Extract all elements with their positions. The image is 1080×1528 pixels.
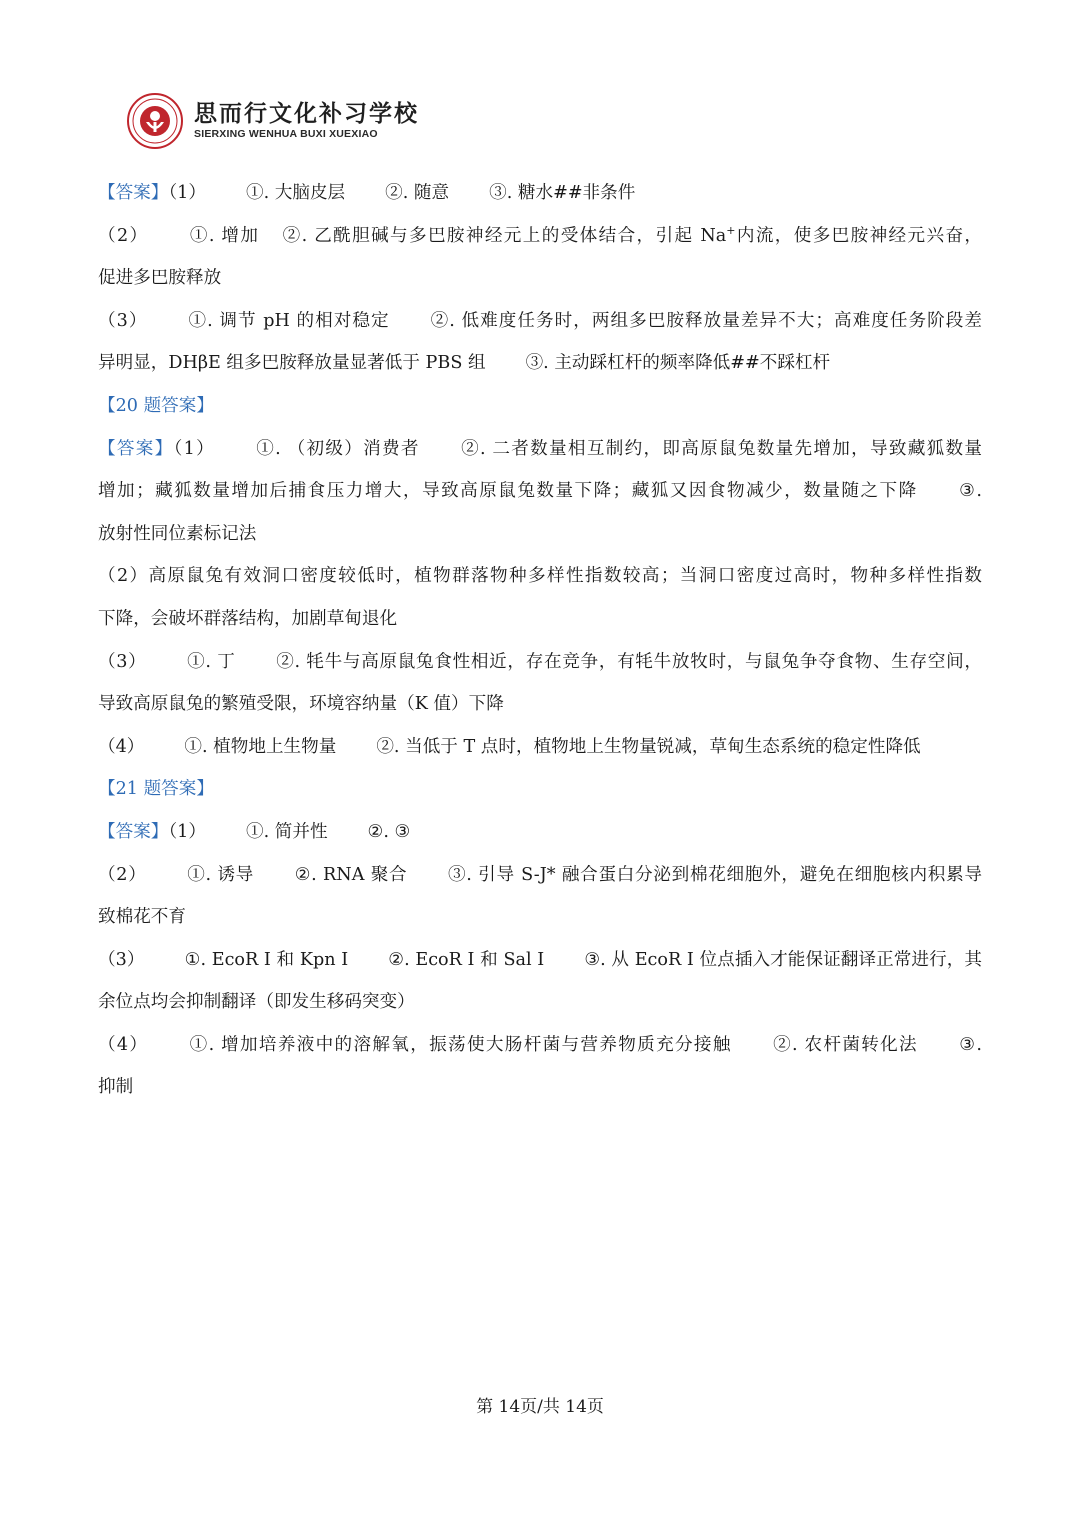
text-segment: 下降，会破坏群落结构，加剧草甸退化 — [98, 608, 398, 629]
text-segment: ①. EcoR I 和 Kpn I — [184, 949, 349, 970]
text-segment: ③. 引导 S-J* 融合蛋白分泌到棉花细胞外，避免在细胞核内积累导 — [447, 864, 982, 885]
text-line — [98, 428, 982, 471]
text-segment: （3） — [98, 651, 147, 672]
text-segment: 致棉花不育 — [98, 907, 186, 928]
school-name-cn: 思而行文化补习学校 — [194, 101, 419, 127]
text-line — [98, 470, 982, 513]
text-line — [98, 385, 982, 428]
text-segment: 内流，使多巴胺神经元兴奋， — [735, 225, 982, 246]
answer-label: 【21 题答案】 — [98, 779, 214, 800]
text-segment: 增加；藏狐数量增加后捕食压力增大，导致高原鼠兔数量下降；藏狐又因食物减少，数量随之下降 — [98, 481, 918, 502]
text-segment: ①. 丁 — [186, 651, 236, 672]
text-segment: （2） — [98, 225, 149, 246]
text-segment: （3） — [98, 310, 148, 331]
text-segment: ①. 增加培养液中的溶解氧，振荡使大肠杆菌与营养物质充分接触 — [188, 1034, 732, 1055]
text-line — [98, 172, 982, 215]
text-segment: ②. RNA 聚合 — [293, 864, 408, 885]
text-segment: ②. 随意 — [385, 183, 450, 203]
text-line — [98, 641, 982, 684]
text-segment: （2）高原鼠兔有效洞口密度较低时，植物群落物种多样性指数较高；当洞口密度过高时，物种多样性指数 — [98, 566, 982, 587]
text-segment: ①. 诱导 — [186, 864, 254, 885]
text-line — [98, 513, 982, 556]
text-segment: 余位点均会抑制翻译（即发生移码突变） — [98, 992, 415, 1013]
text-segment: （1） — [168, 821, 206, 842]
brand-block — [194, 101, 419, 141]
text-line — [98, 896, 982, 939]
text-segment: ①. 大脑皮层 — [245, 183, 346, 203]
text-line — [98, 300, 982, 343]
text-segment: ①. 增加 — [188, 225, 260, 246]
text-segment: ②. 二者数量相互制约，即高原鼠兔数量先增加，导致藏狐数量 — [459, 438, 982, 459]
text-segment: ①. 简并性 — [245, 821, 328, 842]
text-segment: 异明显，DHβE 组多巴胺释放量显著低于 PBS 组 — [98, 353, 486, 374]
text-segment: ②. 牦牛与高原鼠兔食性相近，存在竞争，有牦牛放牧时，与鼠兔争夺食物、生存空间， — [275, 651, 982, 672]
text-line — [98, 257, 982, 300]
text-segment: ③. 主动踩杠杆的频率降低##不踩杠杆 — [525, 353, 831, 374]
text-segment: 导致高原鼠兔的繁殖受限，环境容纳量（K 值）下降 — [98, 694, 504, 715]
text-segment: （1） — [173, 438, 215, 459]
text-segment: （4） — [98, 736, 145, 757]
text-line — [98, 555, 982, 598]
school-header — [126, 92, 419, 150]
text-segment: ②. 当低于 T 点时，植物地上生物量锐减，草甸生态系统的稳定性降低 — [376, 736, 921, 757]
text-segment: （2） — [98, 864, 147, 885]
text-segment: ②. 农杆菌转化法 — [771, 1034, 918, 1055]
text-segment: ②. 乙酰胆碱与多巴胺神经元上的受体结合，引起 Na — [281, 225, 727, 246]
text-segment: 促进多巴胺释放 — [98, 268, 222, 289]
text-line — [98, 598, 982, 641]
text-line — [98, 215, 982, 258]
answer-label: 【20 题答案】 — [98, 395, 214, 416]
text-line — [98, 1066, 982, 1109]
text-segment: （4） — [98, 1034, 149, 1055]
text-line — [98, 768, 982, 811]
text-segment: ③. — [957, 1034, 982, 1055]
answer-label: 【答案】 — [98, 821, 169, 842]
school-name-en: SIERXING WENHUA BUXI XUEXIAO — [194, 128, 378, 140]
text-segment: ①. （初级）消费者 — [254, 438, 420, 459]
school-emblem-icon — [126, 92, 184, 150]
text-line — [98, 1024, 982, 1067]
text-segment: ②. ③ — [367, 821, 411, 842]
text-line — [98, 939, 982, 982]
text-segment: （3） — [98, 949, 145, 970]
text-line — [98, 683, 982, 726]
text-segment: ①. 调节 pH 的相对稳定 — [187, 310, 390, 331]
text-segment: ③. — [957, 481, 982, 502]
page-number: 第 14页/共 14页 — [476, 1397, 604, 1417]
answer-label: 【答案】 — [98, 183, 169, 203]
text-segment: ②. EcoR I 和 Sal I — [388, 949, 545, 970]
text-segment: ①. 植物地上生物量 — [184, 736, 337, 757]
text-segment: 抑制 — [98, 1077, 134, 1098]
text-segment: + — [726, 223, 736, 237]
text-segment: ③. 糖水##非条件 — [489, 183, 636, 203]
text-segment: 放射性同位素标记法 — [98, 523, 257, 544]
text-line — [98, 726, 982, 769]
text-line — [98, 854, 982, 897]
answer-content — [98, 172, 982, 1109]
answer-label: 【答案】 — [98, 438, 174, 459]
text-line — [98, 981, 982, 1024]
text-segment: （1） — [168, 183, 206, 203]
text-segment: ③. 从 EcoR I 位点插入才能保证翻译正常进行，其 — [584, 949, 982, 970]
text-line — [98, 342, 982, 385]
text-segment: ②. 低难度任务时，两组多巴胺释放量差异不大；高难度任务阶段差 — [429, 310, 982, 331]
text-line — [98, 811, 982, 854]
